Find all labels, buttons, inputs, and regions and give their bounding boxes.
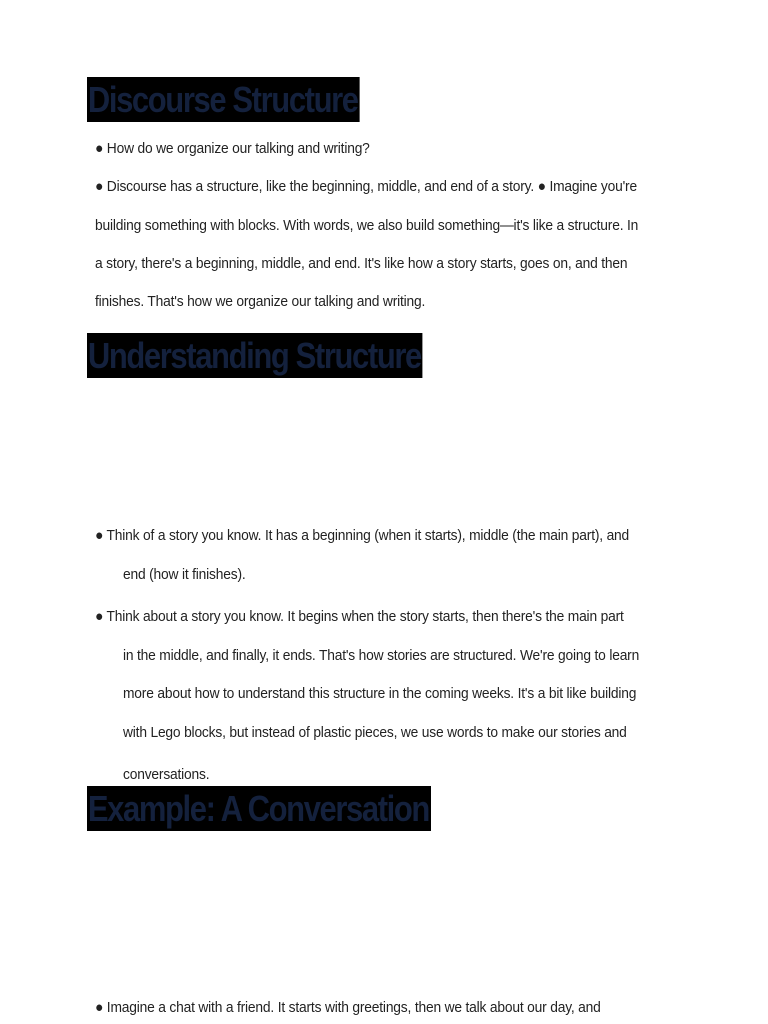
bullet-continuation-line: with Lego blocks, but instead of plastic pieces, we use words to make our stories and bbox=[123, 724, 627, 741]
bullet-continuation-line: end (how it finishes). bbox=[123, 566, 246, 583]
paragraph-line: a story, there's a beginning, middle, and end. It's like how a story starts, goes on, and then bbox=[95, 255, 628, 272]
section-heading-understanding-structure: Understanding Structure bbox=[87, 335, 421, 376]
bullet-continuation-line: conversations. bbox=[123, 766, 210, 783]
paragraph-line: finishes. That's how we organize our talking and writing. bbox=[95, 293, 426, 310]
section-heading-example-conversation: Example: A Conversation bbox=[87, 788, 429, 829]
section-heading-discourse-structure: Discourse Structure bbox=[87, 79, 358, 120]
paragraph-line: building something with blocks. With words, we also build something—it's like a structure. In bbox=[95, 217, 639, 234]
bullet-line: ● Think of a story you know. It has a beginning (when it starts), middle (the main part), and bbox=[95, 527, 630, 544]
bullet-continuation-line: more about how to understand this structure in the coming weeks. It's a bit like building bbox=[123, 685, 637, 702]
bullet-line: ● Think about a story you know. It begins when the story starts, then there's the main part bbox=[95, 608, 624, 625]
paragraph-line: ● Discourse has a structure, like the beginning, middle, and end of a story. ● Imagine you're bbox=[95, 178, 637, 195]
paragraph-line: ● How do we organize our talking and writing? bbox=[95, 140, 370, 157]
bullet-line: ● Imagine a chat with a friend. It starts with greetings, then we talk about our day, and bbox=[95, 999, 601, 1016]
bullet-continuation-line: in the middle, and finally, it ends. That's how stories are structured. We're going to learn bbox=[123, 647, 640, 664]
